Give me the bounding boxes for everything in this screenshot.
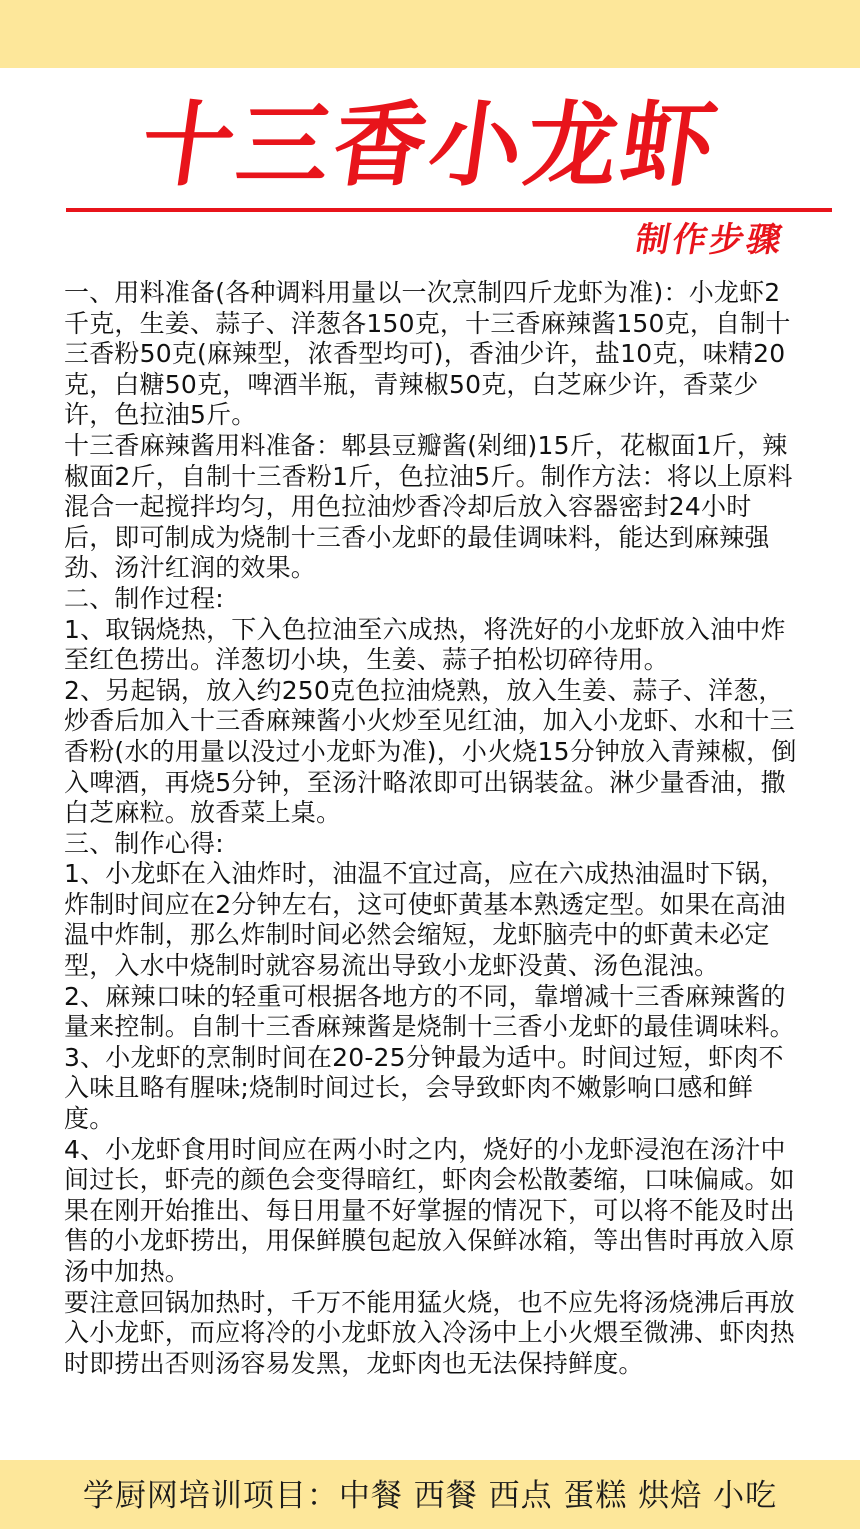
page-subtitle: 制作步骤 xyxy=(632,220,788,260)
paragraph-sauce: 十三香麻辣酱用料准备：郫县豆瓣酱(剁细)15斤，花椒面1斤，辣椒面2斤，自制十三香粉1斤，色拉油5斤。制作方法：将以上原料混合一起搅拌均匀，用色拉油炒香冷却后放入容器密封24小时后，即可制成为烧制十三香小龙虾的最佳调味料，能达到麻辣强劲、汤汁红润的效果。 xyxy=(64,430,793,583)
section-heading-process: 二、制作过程: xyxy=(64,583,224,613)
paragraph-tip-4: 4、小龙虾食用时间应在两小时之内，烧好的小龙虾浸泡在汤汁中间过长，虾壳的颜色会变得暗红，虾肉会松散萎缩，口味偏咸。如果在刚开始推出、每日用量不好掌握的情况下，可以将不能及时出售的小龙虾捞出，用保鲜膜包起放入保鲜冰箱，等出售时再放入原汤中加热。 xyxy=(64,1134,795,1286)
page-title: 十三香小龙虾 xyxy=(134,92,726,199)
section-heading-tips: 三、制作心得: xyxy=(64,828,224,858)
paragraph-ingredients: 一、用料准备(各种调料用量以一次烹制四斤龙虾为准)：小龙虾2千克，生姜、蒜子、洋葱各150克，十三香麻辣酱150克，自制十三香粉50克(麻辣型，浓香型均可)，香油少许，盐10克，味精20克，白糖50克，啤酒半瓶，青辣椒50克，白芝麻少许，香菜少许，色拉油5斤。 xyxy=(64,278,791,430)
paragraph-reheat-note: 要注意回锅加热时，千万不能用猛火烧，也不应先将汤烧沸后再放入小龙虾，而应将冷的小龙虾放入冷汤中上小火煨至微沸、虾肉热时即捞出否则汤容易发黑，龙虾肉也无法保持鲜度。 xyxy=(64,1287,795,1378)
title-divider xyxy=(66,208,832,212)
top-banner xyxy=(0,0,860,68)
paragraph-tip-3: 3、小龙虾的烹制时间在20-25分钟最为适中。时间过短，虾肉不入味且略有腥味;烧制时间过长，会导致虾肉不嫩影响口感和鲜度。 xyxy=(64,1042,784,1134)
footer-text: 学厨网培训项目：中餐 西餐 西点 蛋糕 烘焙 小吃 xyxy=(82,1478,778,1514)
paragraph-process-1: 1、取锅烧热，下入色拉油至六成热，将洗好的小龙虾放入油中炸至红色捞出。洋葱切小块，生姜、蒜子拍松切碎待用。 xyxy=(64,614,786,675)
paragraph-process-2: 2、另起锅，放入约250克色拉油烧熟，放入生姜、蒜子、洋葱，炒香后加入十三香麻辣酱小火炒至见红油，加入小龙虾、水和十三香粉(水的用量以没过小龙虾为准)，小火烧15分钟放入青辣椒，倒入啤酒，再烧5分钟，至汤汁略浓即可出锅装盆。淋少量香油，撒白芝麻粒。放香菜上桌。 xyxy=(64,675,797,828)
paragraph-tip-1: 1、小龙虾在入油炸时，油温不宜过高，应在六成热油温时下锅，炸制时间应在2分钟左右，这可使虾黄基本熟透定型。如果在高油温中炸制，那么炸制时间必然会缩短，龙虾脑壳中的虾黄未必定型，入水中烧制时就容易流出导致小龙虾没黄、汤色混浊。 xyxy=(64,859,786,981)
paragraph-tip-2: 2、麻辣口味的轻重可根据各地方的不同，靠增减十三香麻辣酱的量来控制。自制十三香麻辣酱是烧制十三香小龙虾的最佳调味料。 xyxy=(64,981,795,1042)
recipe-body xyxy=(64,278,800,1379)
